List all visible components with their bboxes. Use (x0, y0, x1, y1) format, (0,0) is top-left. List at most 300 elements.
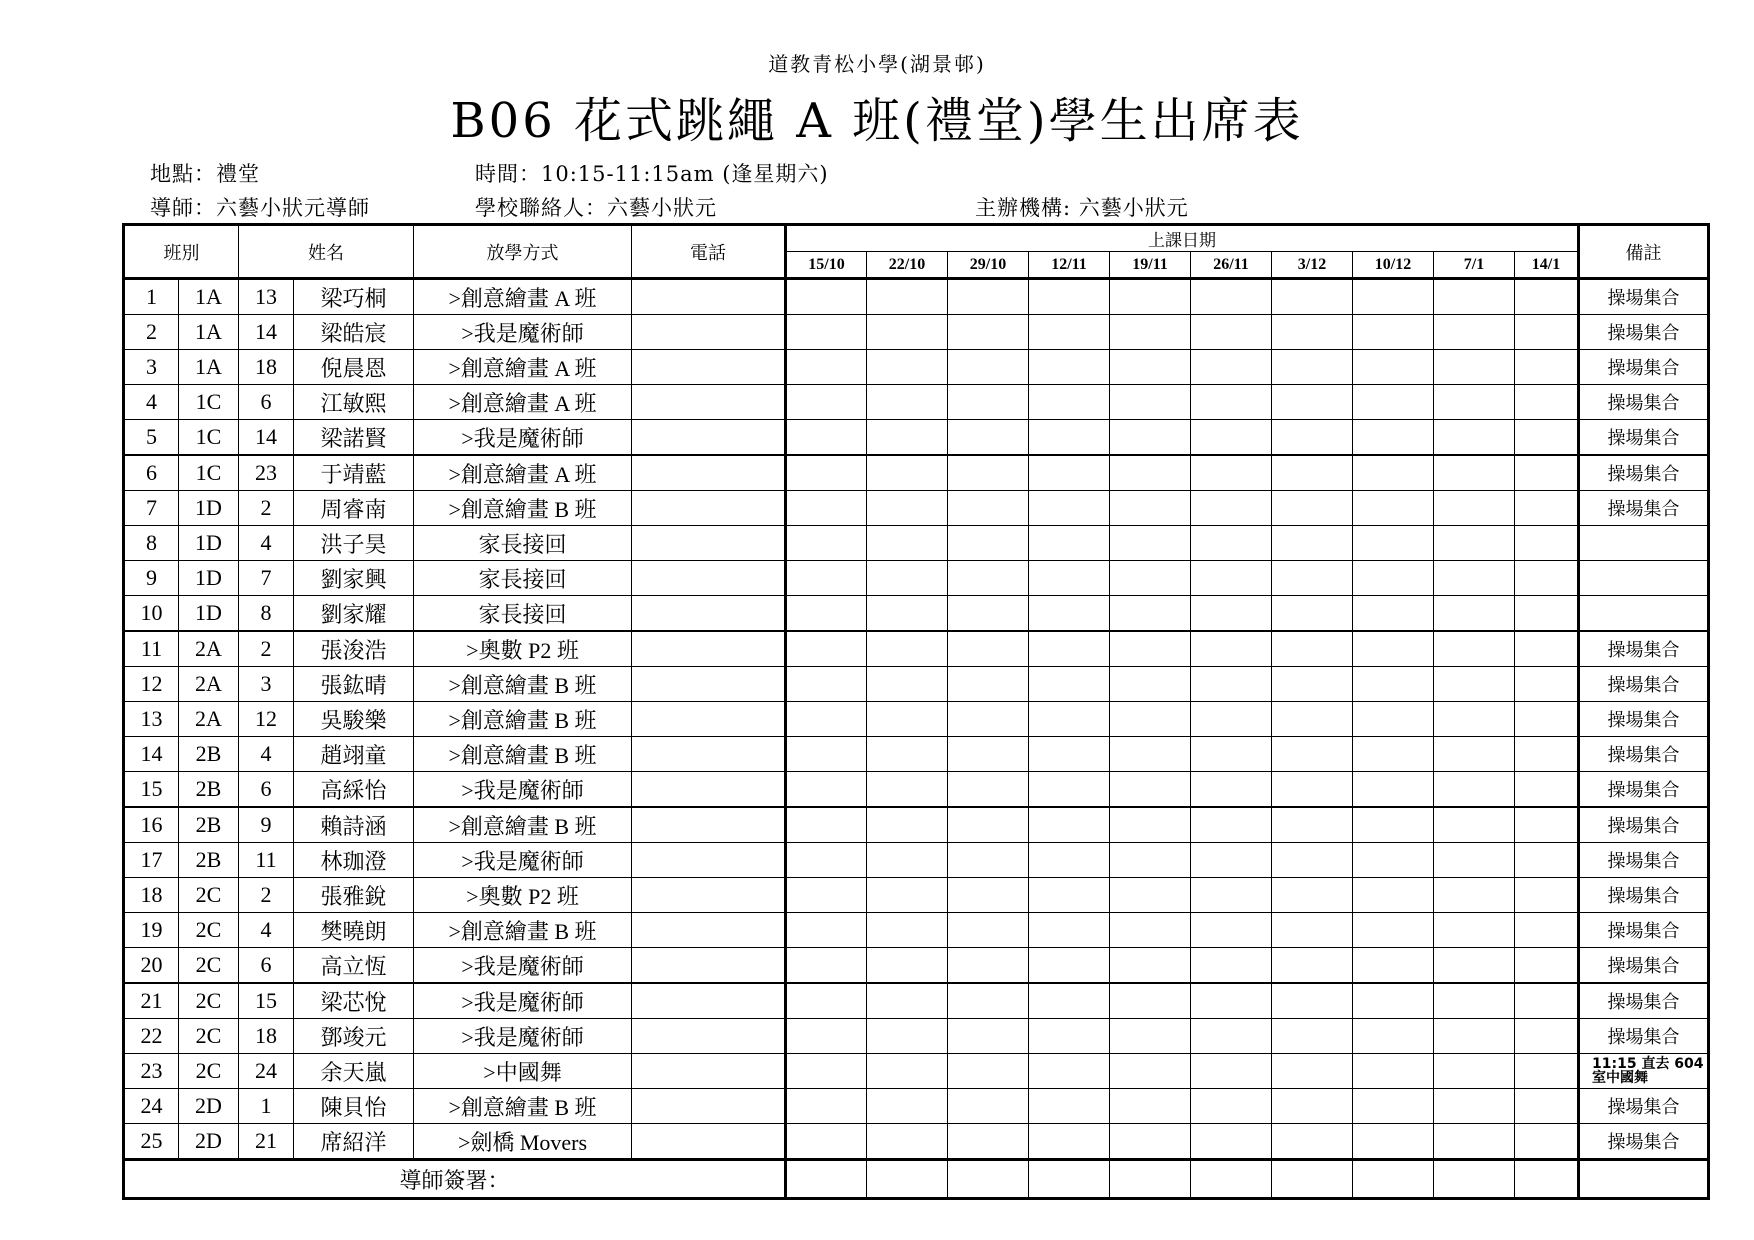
attendance-cell[interactable] (1110, 561, 1191, 596)
student-name: 倪晨恩 (294, 350, 414, 385)
attendance-cell[interactable] (1353, 279, 1434, 315)
attendance-cell[interactable] (1515, 561, 1579, 596)
attendance-cell[interactable] (786, 807, 867, 843)
attendance-cell[interactable] (1110, 491, 1191, 526)
attendance-cell[interactable] (1029, 878, 1110, 913)
attendance-cell[interactable] (948, 1089, 1029, 1124)
signature-cell[interactable] (1434, 1160, 1515, 1199)
attendance-cell[interactable] (1110, 385, 1191, 420)
attendance-cell[interactable] (1110, 455, 1191, 491)
attendance-cell[interactable] (867, 878, 948, 913)
attendance-cell[interactable] (867, 455, 948, 491)
attendance-cell[interactable] (1515, 948, 1579, 984)
attendance-cell[interactable] (1434, 1019, 1515, 1054)
attendance-cell[interactable] (1029, 526, 1110, 561)
signature-cell[interactable] (1029, 1160, 1110, 1199)
attendance-cell[interactable] (1191, 561, 1272, 596)
attendance-cell[interactable] (1272, 1089, 1353, 1124)
attendance-cell[interactable] (1110, 526, 1191, 561)
attendance-cell[interactable] (1110, 596, 1191, 632)
attendance-cell[interactable] (1353, 737, 1434, 772)
attendance-cell[interactable] (1272, 667, 1353, 702)
attendance-cell[interactable] (786, 315, 867, 350)
attendance-cell[interactable] (1272, 702, 1353, 737)
class-cell: 2D (179, 1089, 239, 1124)
attendance-cell[interactable] (1110, 1124, 1191, 1160)
attendance-cell[interactable] (786, 1089, 867, 1124)
attendance-cell[interactable] (1191, 279, 1272, 315)
remark-cell: 操場集合 (1579, 913, 1709, 948)
attendance-cell[interactable] (1191, 667, 1272, 702)
attendance-cell[interactable] (786, 491, 867, 526)
attendance-cell[interactable] (1191, 1019, 1272, 1054)
signature-cell[interactable] (1110, 1160, 1191, 1199)
attendance-cell[interactable] (1191, 350, 1272, 385)
attendance-cell[interactable] (1272, 350, 1353, 385)
attendance-cell[interactable] (1191, 737, 1272, 772)
attendance-cell[interactable] (1029, 1054, 1110, 1089)
attendance-cell[interactable] (786, 878, 867, 913)
student-row (124, 631, 1709, 667)
attendance-cell[interactable] (1272, 1019, 1353, 1054)
signature-cell[interactable] (1515, 1160, 1579, 1199)
attendance-cell[interactable] (1434, 1089, 1515, 1124)
attendance-cell[interactable] (1191, 1054, 1272, 1089)
attendance-cell[interactable] (867, 983, 948, 1019)
attendance-cell[interactable] (948, 983, 1029, 1019)
attendance-cell[interactable] (1191, 631, 1272, 667)
attendance-cell[interactable] (1110, 843, 1191, 878)
attendance-cell[interactable] (1029, 667, 1110, 702)
attendance-cell[interactable] (1515, 526, 1579, 561)
attendance-cell[interactable] (1029, 350, 1110, 385)
attendance-cell[interactable] (948, 667, 1029, 702)
signature-cell[interactable] (1191, 1160, 1272, 1199)
attendance-cell[interactable] (1353, 350, 1434, 385)
attendance-cell[interactable] (1434, 1054, 1515, 1089)
attendance-cell[interactable] (948, 737, 1029, 772)
attendance-cell[interactable] (1029, 491, 1110, 526)
attendance-cell[interactable] (1434, 596, 1515, 632)
attendance-cell[interactable] (1353, 561, 1434, 596)
attendance-cell[interactable] (1353, 491, 1434, 526)
phone-cell (632, 315, 786, 350)
attendance-cell[interactable] (1515, 279, 1579, 315)
attendance-cell[interactable] (948, 1019, 1029, 1054)
attendance-cell[interactable] (948, 807, 1029, 843)
attendance-cell[interactable] (948, 350, 1029, 385)
attendance-cell[interactable] (786, 350, 867, 385)
attendance-cell[interactable] (1110, 279, 1191, 315)
attendance-cell[interactable] (1353, 1124, 1434, 1160)
attendance-cell[interactable] (1353, 526, 1434, 561)
attendance-cell[interactable] (1353, 1019, 1434, 1054)
attendance-cell[interactable] (786, 737, 867, 772)
attendance-cell[interactable] (1353, 596, 1434, 632)
attendance-cell[interactable] (786, 596, 867, 632)
attendance-cell[interactable] (786, 983, 867, 1019)
attendance-cell[interactable] (1353, 983, 1434, 1019)
attendance-cell[interactable] (867, 279, 948, 315)
attendance-cell[interactable] (1434, 983, 1515, 1019)
attendance-cell[interactable] (1353, 315, 1434, 350)
attendance-cell[interactable] (1029, 596, 1110, 632)
student-row (124, 385, 1709, 420)
attendance-cell[interactable] (786, 1019, 867, 1054)
attendance-cell[interactable] (1434, 913, 1515, 948)
attendance-cell[interactable] (867, 843, 948, 878)
class-number-cell: 18 (239, 1019, 294, 1054)
attendance-cell[interactable] (1353, 420, 1434, 456)
attendance-cell[interactable] (1029, 737, 1110, 772)
attendance-cell[interactable] (867, 913, 948, 948)
phone-cell (632, 350, 786, 385)
attendance-cell[interactable] (948, 948, 1029, 984)
attendance-cell[interactable] (1353, 455, 1434, 491)
attendance-cell[interactable] (1272, 948, 1353, 984)
attendance-cell[interactable] (1515, 913, 1579, 948)
signature-cell[interactable] (1353, 1160, 1434, 1199)
attendance-cell[interactable] (867, 561, 948, 596)
attendance-cell[interactable] (1515, 702, 1579, 737)
attendance-cell[interactable] (867, 315, 948, 350)
attendance-cell[interactable] (1029, 843, 1110, 878)
attendance-cell[interactable] (1110, 315, 1191, 350)
attendance-cell[interactable] (1434, 385, 1515, 420)
attendance-cell[interactable] (867, 1054, 948, 1089)
date-header: 15/10 (786, 252, 867, 279)
attendance-cell[interactable] (1353, 772, 1434, 808)
attendance-cell[interactable] (1191, 596, 1272, 632)
attendance-cell[interactable] (1110, 878, 1191, 913)
attendance-cell[interactable] (1029, 983, 1110, 1019)
attendance-cell[interactable] (1434, 1124, 1515, 1160)
attendance-cell[interactable] (867, 737, 948, 772)
attendance-cell[interactable] (1191, 1089, 1272, 1124)
dismissal-method: >奧數 P2 班 (414, 878, 632, 913)
attendance-cell[interactable] (948, 561, 1029, 596)
attendance-cell[interactable] (867, 667, 948, 702)
attendance-cell[interactable] (1191, 983, 1272, 1019)
attendance-cell[interactable] (1515, 491, 1579, 526)
attendance-cell[interactable] (1191, 948, 1272, 984)
attendance-cell[interactable] (867, 385, 948, 420)
attendance-cell[interactable] (1272, 315, 1353, 350)
attendance-cell[interactable] (1434, 948, 1515, 984)
class-cell: 1D (179, 561, 239, 596)
attendance-cell[interactable] (786, 948, 867, 984)
attendance-cell[interactable] (867, 1019, 948, 1054)
attendance-cell[interactable] (1110, 913, 1191, 948)
attendance-cell[interactable] (1353, 948, 1434, 984)
attendance-cell[interactable] (1110, 948, 1191, 984)
row-number: 4 (124, 385, 179, 420)
attendance-cell[interactable] (1515, 596, 1579, 632)
attendance-cell[interactable] (1353, 385, 1434, 420)
attendance-cell[interactable] (1272, 631, 1353, 667)
attendance-cell[interactable] (1029, 279, 1110, 315)
attendance-cell[interactable] (1515, 1019, 1579, 1054)
attendance-cell[interactable] (867, 350, 948, 385)
attendance-cell[interactable] (1353, 702, 1434, 737)
attendance-cell[interactable] (1110, 772, 1191, 808)
attendance-cell[interactable] (867, 948, 948, 984)
student-row (124, 279, 1709, 315)
attendance-cell[interactable] (1353, 1089, 1434, 1124)
attendance-cell[interactable] (1434, 667, 1515, 702)
attendance-cell[interactable] (1110, 420, 1191, 456)
dismissal-method: >創意繪畫 A 班 (414, 350, 632, 385)
attendance-cell[interactable] (786, 385, 867, 420)
attendance-cell[interactable] (786, 455, 867, 491)
attendance-cell[interactable] (1110, 807, 1191, 843)
attendance-cell[interactable] (1191, 702, 1272, 737)
attendance-cell[interactable] (1272, 737, 1353, 772)
attendance-cell[interactable] (786, 561, 867, 596)
attendance-cell[interactable] (867, 491, 948, 526)
attendance-cell[interactable] (786, 1124, 867, 1160)
remark-cell: 操場集合 (1579, 1089, 1709, 1124)
attendance-cell[interactable] (1191, 807, 1272, 843)
attendance-cell[interactable] (1191, 420, 1272, 456)
attendance-cell[interactable] (1434, 772, 1515, 808)
attendance-cell[interactable] (1434, 491, 1515, 526)
attendance-cell[interactable] (1272, 1054, 1353, 1089)
remark-cell: 操場集合 (1579, 279, 1709, 315)
attendance-cell[interactable] (1191, 315, 1272, 350)
attendance-cell[interactable] (867, 526, 948, 561)
attendance-cell[interactable] (867, 420, 948, 456)
attendance-cell[interactable] (948, 843, 1029, 878)
attendance-cell[interactable] (1272, 1124, 1353, 1160)
attendance-cell[interactable] (1110, 1019, 1191, 1054)
attendance-cell[interactable] (948, 491, 1029, 526)
remark-cell: 操場集合 (1579, 1019, 1709, 1054)
attendance-cell[interactable] (1029, 385, 1110, 420)
attendance-cell[interactable] (1029, 702, 1110, 737)
attendance-cell[interactable] (1110, 737, 1191, 772)
student-row (124, 1019, 1709, 1054)
attendance-cell[interactable] (948, 279, 1029, 315)
phone-cell (632, 385, 786, 420)
row-number: 11 (124, 631, 179, 667)
attendance-cell[interactable] (1191, 913, 1272, 948)
attendance-cell[interactable] (786, 279, 867, 315)
row-number: 8 (124, 526, 179, 561)
attendance-cell[interactable] (1110, 983, 1191, 1019)
class-number-cell: 23 (239, 455, 294, 491)
attendance-cell[interactable] (1191, 772, 1272, 808)
attendance-cell[interactable] (1110, 702, 1191, 737)
attendance-cell[interactable] (948, 385, 1029, 420)
attendance-cell[interactable] (1191, 385, 1272, 420)
attendance-cell[interactable] (1029, 807, 1110, 843)
attendance-cell[interactable] (1434, 631, 1515, 667)
attendance-cell[interactable] (1515, 983, 1579, 1019)
attendance-cell[interactable] (1110, 1089, 1191, 1124)
attendance-cell[interactable] (1272, 279, 1353, 315)
attendance-cell[interactable] (1272, 983, 1353, 1019)
date-header: 12/11 (1029, 252, 1110, 279)
attendance-cell[interactable] (1272, 807, 1353, 843)
signature-cell[interactable] (1272, 1160, 1353, 1199)
attendance-cell[interactable] (1029, 1089, 1110, 1124)
attendance-cell[interactable] (1272, 455, 1353, 491)
attendance-cell[interactable] (948, 315, 1029, 350)
attendance-cell[interactable] (1191, 526, 1272, 561)
attendance-cell[interactable] (1272, 843, 1353, 878)
student-name: 張鈜晴 (294, 667, 414, 702)
attendance-cell[interactable] (1515, 843, 1579, 878)
attendance-cell[interactable] (1353, 878, 1434, 913)
attendance-cell[interactable] (1191, 1124, 1272, 1160)
signature-cell[interactable] (786, 1160, 867, 1199)
attendance-cell[interactable] (1029, 561, 1110, 596)
attendance-cell[interactable] (948, 772, 1029, 808)
attendance-cell[interactable] (1029, 315, 1110, 350)
attendance-cell[interactable] (1515, 315, 1579, 350)
student-name: 吳駿樂 (294, 702, 414, 737)
attendance-cell[interactable] (1353, 807, 1434, 843)
attendance-cell[interactable] (786, 702, 867, 737)
attendance-cell[interactable] (1515, 1089, 1579, 1124)
attendance-cell[interactable] (1272, 772, 1353, 808)
attendance-cell[interactable] (1434, 315, 1515, 350)
attendance-cell[interactable] (867, 807, 948, 843)
attendance-cell[interactable] (948, 596, 1029, 632)
attendance-cell[interactable] (948, 878, 1029, 913)
attendance-cell[interactable] (1434, 279, 1515, 315)
signature-cell[interactable] (867, 1160, 948, 1199)
attendance-cell[interactable] (1191, 455, 1272, 491)
attendance-cell[interactable] (867, 702, 948, 737)
attendance-cell[interactable] (1029, 420, 1110, 456)
attendance-cell[interactable] (1191, 878, 1272, 913)
attendance-cell[interactable] (786, 667, 867, 702)
attendance-cell[interactable] (1029, 1019, 1110, 1054)
attendance-cell[interactable] (1515, 737, 1579, 772)
signature-cell[interactable] (948, 1160, 1029, 1199)
header-dismissal: 放學方式 (414, 225, 632, 279)
attendance-cell[interactable] (1191, 843, 1272, 878)
attendance-cell[interactable] (1434, 455, 1515, 491)
attendance-cell[interactable] (1434, 737, 1515, 772)
remark-cell: 操場集合 (1579, 983, 1709, 1019)
attendance-cell[interactable] (867, 772, 948, 808)
attendance-cell[interactable] (1110, 1054, 1191, 1089)
attendance-cell[interactable] (1029, 772, 1110, 808)
attendance-cell[interactable] (1353, 843, 1434, 878)
attendance-cell[interactable] (1434, 420, 1515, 456)
attendance-cell[interactable] (867, 1089, 948, 1124)
attendance-cell[interactable] (1515, 772, 1579, 808)
attendance-cell[interactable] (948, 1124, 1029, 1160)
attendance-cell[interactable] (786, 843, 867, 878)
attendance-cell[interactable] (948, 526, 1029, 561)
attendance-cell[interactable] (948, 631, 1029, 667)
attendance-cell[interactable] (1515, 420, 1579, 456)
attendance-cell[interactable] (1191, 491, 1272, 526)
attendance-cell[interactable] (1353, 631, 1434, 667)
attendance-cell[interactable] (1515, 350, 1579, 385)
attendance-cell[interactable] (1515, 1054, 1579, 1089)
attendance-cell[interactable] (1272, 596, 1353, 632)
attendance-cell[interactable] (1353, 1054, 1434, 1089)
attendance-cell[interactable] (1110, 667, 1191, 702)
attendance-cell[interactable] (867, 1124, 948, 1160)
attendance-cell[interactable] (1434, 702, 1515, 737)
attendance-cell[interactable] (1029, 948, 1110, 984)
date-header: 7/1 (1434, 252, 1515, 279)
attendance-cell[interactable] (948, 1054, 1029, 1089)
attendance-cell[interactable] (1272, 913, 1353, 948)
attendance-cell[interactable] (1272, 420, 1353, 456)
attendance-cell[interactable] (1029, 913, 1110, 948)
row-number: 10 (124, 596, 179, 632)
attendance-cell[interactable] (786, 631, 867, 667)
attendance-cell[interactable] (1515, 667, 1579, 702)
phone-cell (632, 561, 786, 596)
attendance-cell[interactable] (1029, 631, 1110, 667)
attendance-cell[interactable] (1434, 843, 1515, 878)
attendance-cell[interactable] (1515, 807, 1579, 843)
phone-cell (632, 983, 786, 1019)
attendance-cell[interactable] (1272, 561, 1353, 596)
attendance-cell[interactable] (1110, 350, 1191, 385)
attendance-cell[interactable] (1272, 526, 1353, 561)
attendance-cell[interactable] (867, 631, 948, 667)
attendance-cell[interactable] (1434, 878, 1515, 913)
attendance-cell[interactable] (867, 596, 948, 632)
date-header: 14/1 (1515, 252, 1579, 279)
attendance-cell[interactable] (1272, 878, 1353, 913)
row-number: 19 (124, 913, 179, 948)
attendance-cell[interactable] (786, 526, 867, 561)
attendance-cell[interactable] (948, 913, 1029, 948)
attendance-cell[interactable] (1434, 350, 1515, 385)
row-number: 3 (124, 350, 179, 385)
attendance-cell[interactable] (1515, 878, 1579, 913)
attendance-cell[interactable] (1515, 1124, 1579, 1160)
class-number-cell: 6 (239, 385, 294, 420)
attendance-cell[interactable] (786, 772, 867, 808)
attendance-cell[interactable] (1515, 631, 1579, 667)
attendance-cell[interactable] (948, 420, 1029, 456)
attendance-cell[interactable] (1434, 561, 1515, 596)
attendance-cell[interactable] (1029, 455, 1110, 491)
attendance-cell[interactable] (786, 913, 867, 948)
attendance-cell[interactable] (1353, 913, 1434, 948)
dismissal-method: >我是魔術師 (414, 420, 632, 456)
attendance-cell[interactable] (1110, 631, 1191, 667)
class-cell: 2C (179, 1019, 239, 1054)
attendance-cell[interactable] (1353, 667, 1434, 702)
attendance-cell[interactable] (1515, 385, 1579, 420)
attendance-cell[interactable] (1434, 526, 1515, 561)
attendance-cell[interactable] (948, 702, 1029, 737)
attendance-cell[interactable] (1272, 385, 1353, 420)
attendance-cell[interactable] (786, 1054, 867, 1089)
attendance-cell[interactable] (1515, 455, 1579, 491)
remark-cell: 操場集合 (1579, 631, 1709, 667)
attendance-cell[interactable] (786, 420, 867, 456)
attendance-cell[interactable] (948, 455, 1029, 491)
attendance-cell[interactable] (1434, 807, 1515, 843)
attendance-cell[interactable] (1272, 491, 1353, 526)
row-number: 1 (124, 279, 179, 315)
class-number-cell: 1 (239, 1089, 294, 1124)
attendance-cell[interactable] (1029, 1124, 1110, 1160)
